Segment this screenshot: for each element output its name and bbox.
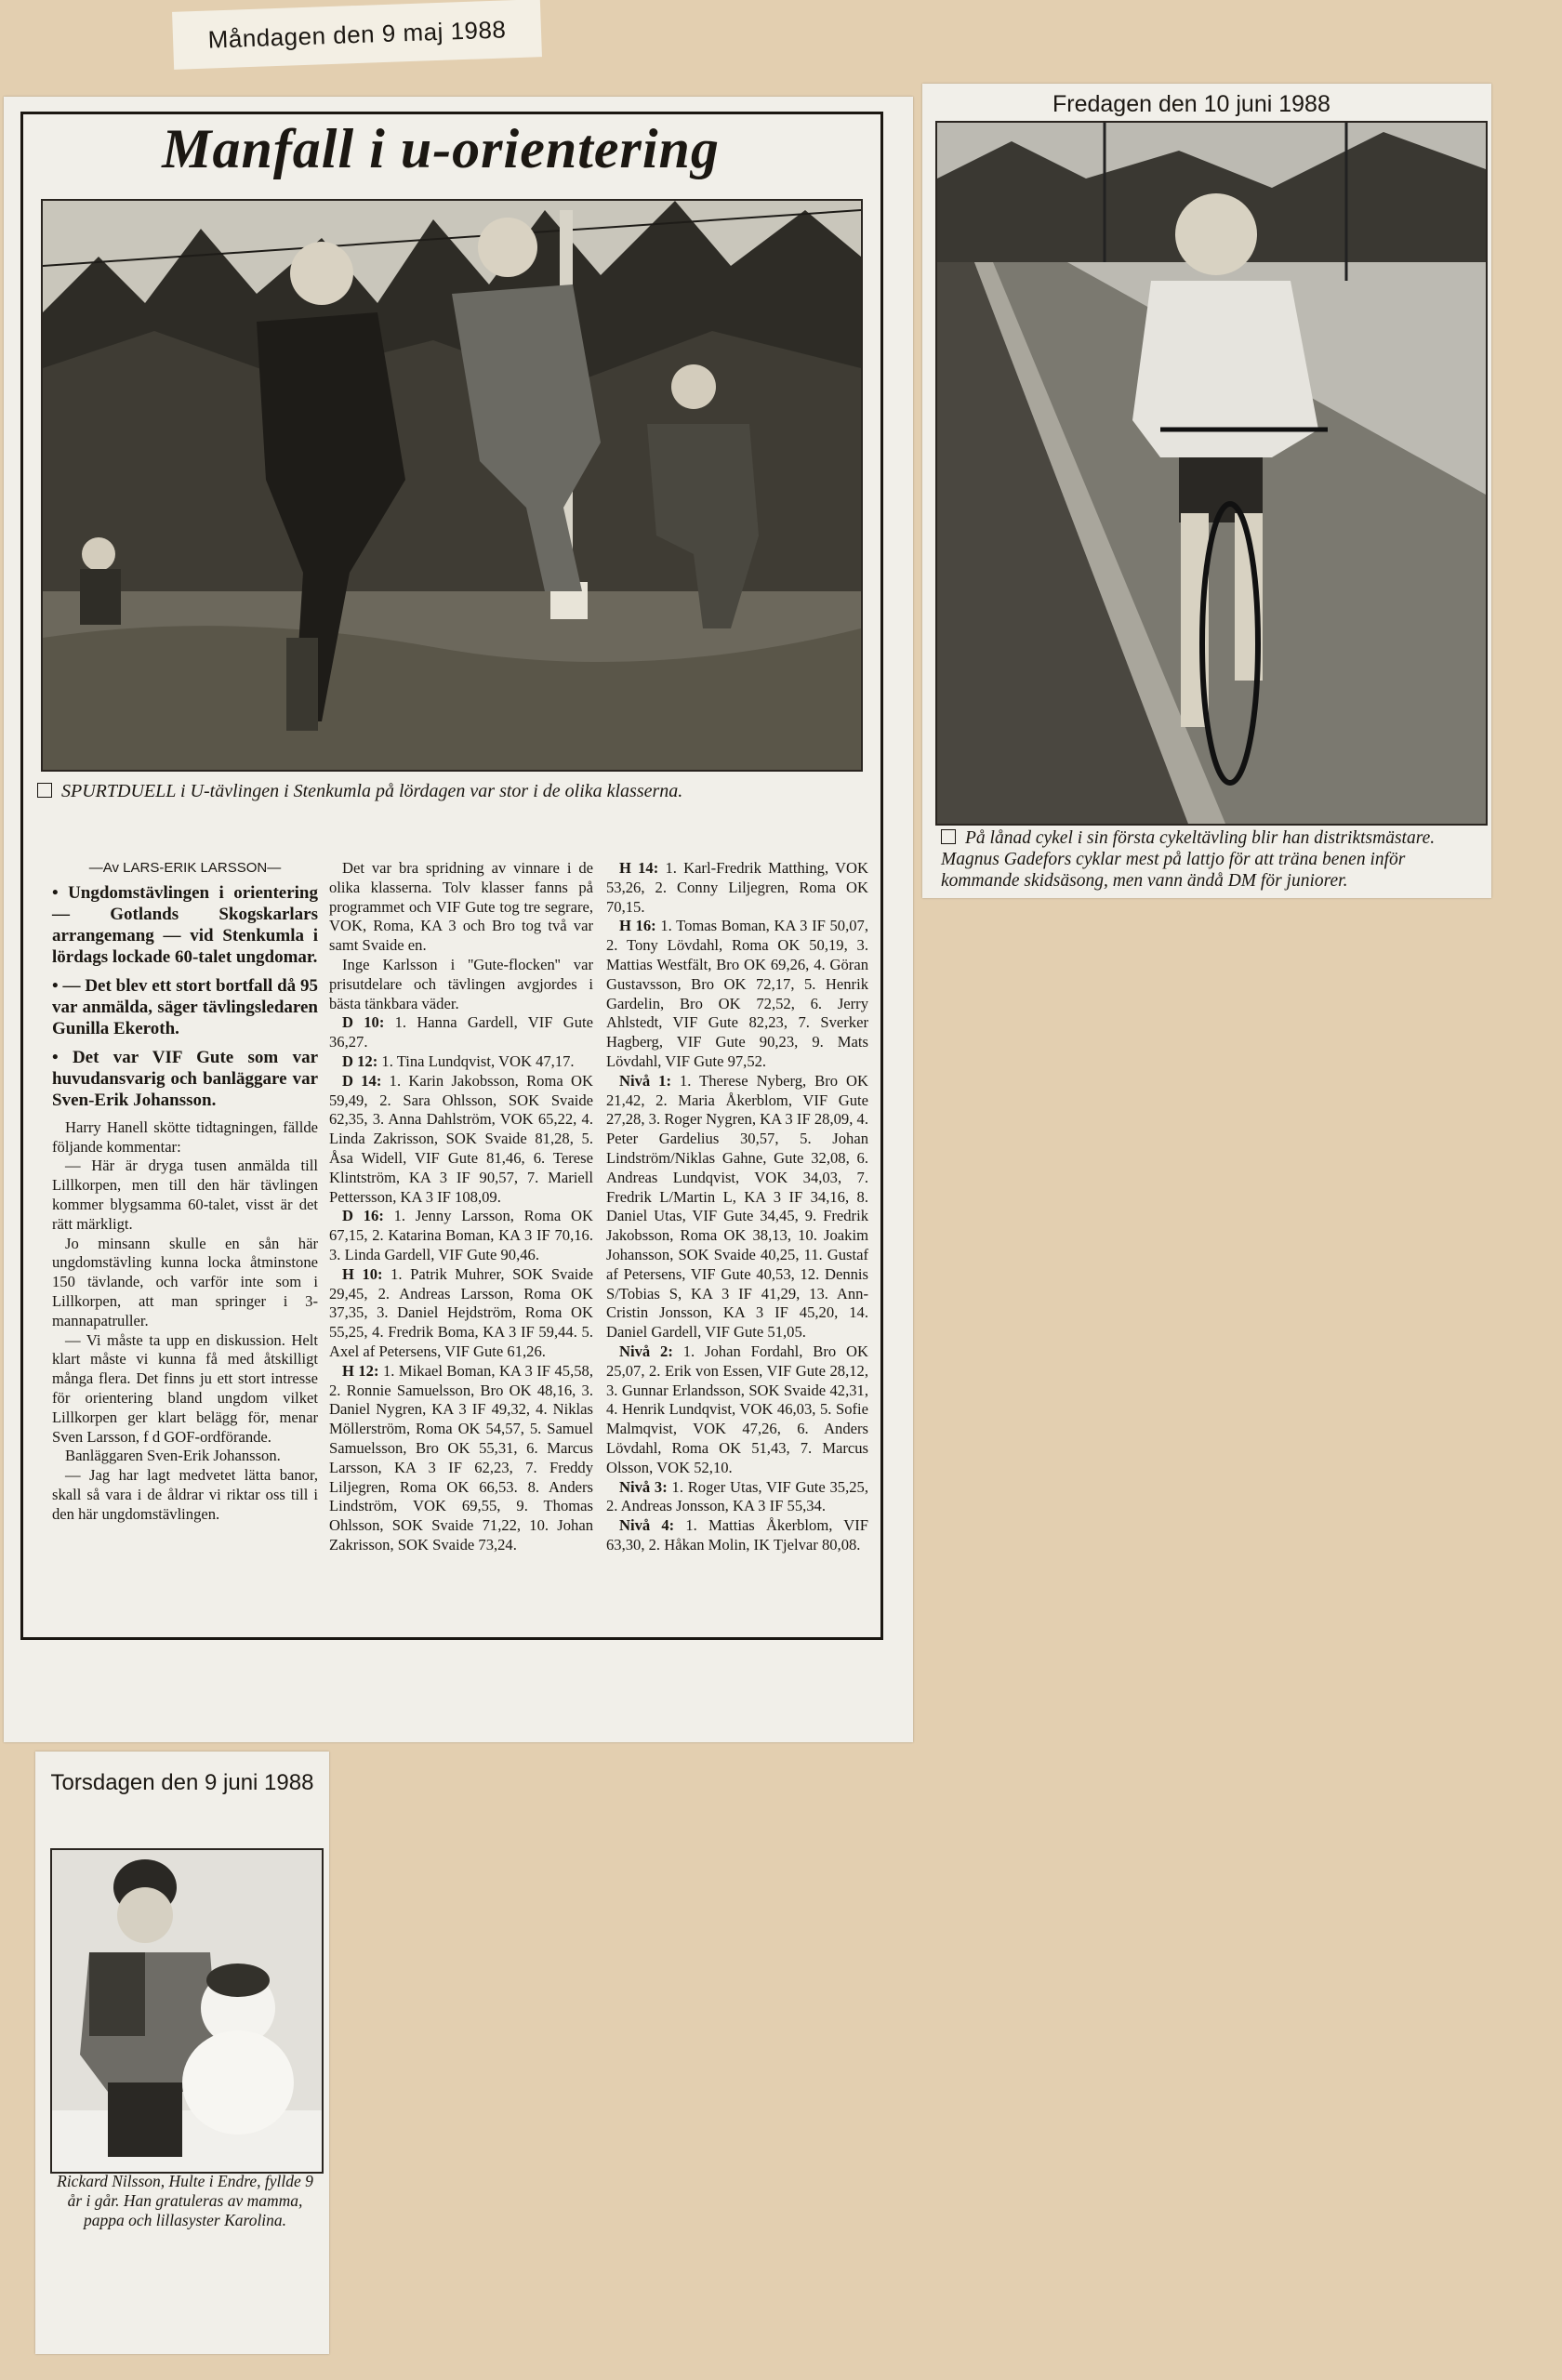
result-niva3 (606, 1478, 868, 1517)
lead-paragraph-3: • Det var VIF Gute som var huvudansvarig och banläggare var Sven-Erik Johansson. (52, 1047, 318, 1110)
result-niva1 (606, 1072, 868, 1342)
result-class: H 14: (619, 859, 659, 877)
photo-caption-text: SPURTDUELL i U-tävlingen i Stenkumla på lördagen var stor i de olika klasserna. (61, 781, 683, 801)
body-paragraph: — Jag har lagt medvetet lätta banor, skall så vara i de åldrar vi riktar oss till i den här ungdomstävlingen. (52, 1466, 318, 1523)
lead-paragraph-2: • — Det blev ett stort bortfall då 95 var anmälda, säger tävlingsledaren Gunilla Ekeroth. (52, 975, 318, 1038)
result-h10 (329, 1265, 593, 1362)
result-text: 1. Mattias Åkerblom, VIF 63,30, 2. Håkan Molin, IK Tjelvar 80,08. (606, 1516, 868, 1554)
result-h16 (606, 917, 868, 1071)
body-paragraph: Banläggaren Sven-Erik Johansson. (65, 1447, 281, 1465)
result-class: Nivå 3: (619, 1477, 668, 1496)
body-paragraph: Jo minsann skulle en sån här ungdomstävling kunna locka åtminstone 150 tävlande, och varför inte som i Lillkorpen, att man springer i 3-mannapatruller. (52, 1234, 318, 1329)
date-label-right: Fredagen den 10 juni 1988 (1052, 91, 1330, 117)
birthday-photo-image (52, 1850, 322, 2172)
byline: —Av LARS-ERIK LARSSON— (88, 860, 282, 876)
body-paragraph: — Vi måste ta upp en diskussion. Helt klart måste vi kunna få med åtskilligt många flera. Det finns ju ett stort intresse för orientering bland ungdom vilket Lillkorpen ger klart belägg för, menar Sven Larsson, f d GOF-ordförande. (52, 1330, 318, 1446)
birthday-clipping (35, 1752, 329, 2354)
article-column-3 (606, 859, 868, 1555)
result-class: Nivå 2: (619, 1342, 673, 1360)
result-d16 (329, 1207, 593, 1264)
result-class: H 12: (342, 1361, 379, 1380)
article-column-1 (52, 859, 318, 1525)
result-h12 (329, 1362, 593, 1555)
article-column-2 (329, 859, 593, 1555)
main-article-clipping (4, 97, 913, 1742)
birthday-caption: Rickard Nilsson, Hulte i Endre, fyllde 9 år i går. Han gratuleras av mamma, pappa och lillasyster Karolina. (57, 2172, 313, 2229)
result-text: 1. Johan Fordahl, Bro OK 25,07, 2. Erik von Essen, VIF Gute 28,12, 3. Gunnar Erlandsson, SOK Svaide 42,31, 4. Henrik Lundqvist, VOK 46,03, 5. Sofie Malmqvist, VOK 47,26, 6. Anders Lövdahl, Roma OK 51,43, 7. Marcus Olsson, VOK 52,10. (606, 1342, 868, 1476)
date-label-top: Måndagen den 9 maj 1988 (172, 0, 542, 70)
body-paragraph: Det var bra spridning av vinnare i de olika klasserna. Tolv klasser fanns på programmet och VIF Gute tog tre segrare, VOK, Roma, KA 3 och Bro tog två var samt Svaide en. (329, 859, 593, 955)
result-text: 1. Jenny Larsson, Roma OK 67,15, 2. Katarina Boman, KA 3 IF 70,16. 3. Linda Gardell, VIF Gute 90,46. (329, 1207, 593, 1263)
orienteering-photo (41, 199, 863, 772)
result-niva4 (606, 1516, 868, 1555)
result-text: 1. Roger Utas, VIF Gute 35,25, 2. Andreas Jonsson, KA 3 IF 55,34. (606, 1477, 868, 1515)
caption-box-icon (941, 829, 956, 844)
result-text: 1. Therese Nyberg, Bro OK 21,42, 2. Maria Åkerblom, VIF Gute 27,28, 3. Roger Nygren, KA 3 IF 28,09, 4. Peter Gardelius 30,57, 5. Johan Lindström/Niklas Gahne, Gute 32,08, 6. Andreas Lundqvist, VOK 34,03, 7. Fredrik L/Martin L, KA 3 IF 34,16, 8. Daniel Utas, VIF Gute 34,45, 9. Fredrik Jakobsson, Roma OK 38,13, 10. Joakim Johansson, SOK Svaide 40,25, 11. Gustaf af Petersens, VIF Gute 40,53, 12. Dennis S/Tobias S, KA 3 IF 41,29, 13. Ann-Cristin Jonsson, KA 3 IF 45,20, 14. Daniel Gardell, VIF Gute 51,05. (606, 1071, 868, 1342)
photo-caption (37, 781, 874, 802)
cyclist-caption-text: På lånad cykel i sin första cykeltävling blir han distriktsmästare. Magnus Gadefors cyklar mest på lattjo för att träna benen inför kommande skidsäsong, men vann ändå DM för juniorer. (941, 828, 1436, 891)
caption-box-icon (37, 783, 52, 798)
cyclist-photo (935, 121, 1488, 826)
headline: Manfall i u-orientering (162, 118, 720, 179)
result-class: D 14: (342, 1071, 382, 1090)
body-paragraph: Inge Karlsson i ''Gute-flocken'' var prisutdelare och tävlingen avgjordes i bästa tänkbara väder. (329, 955, 593, 1012)
result-text: 1. Tina Lundqvist, VOK 47,17. (381, 1051, 575, 1070)
cyclist-photo-image (937, 123, 1486, 824)
result-text: 1. Hanna Gardell, VIF Gute 36,27. (329, 1013, 593, 1051)
birthday-photo (50, 1848, 324, 2174)
orienteering-photo-image (43, 201, 861, 770)
result-text: 1. Karl-Fredrik Matthing, VOK 53,26, 2. Conny Liljegren, Roma OK 70,15. (606, 859, 868, 916)
result-class: Nivå 4: (619, 1516, 675, 1535)
result-class: D 16: (342, 1207, 384, 1225)
result-h14 (606, 859, 868, 917)
result-d12 (329, 1052, 593, 1072)
result-class: Nivå 1: (619, 1071, 671, 1090)
result-d14 (329, 1072, 593, 1208)
result-niva2 (606, 1342, 868, 1478)
cyclist-clipping (922, 84, 1491, 898)
lead-paragraph-1: • Ungdomstävlingen i orientering — Gotlands Skogskarlars arrangemang — vid Stenkumla i lördags lockade 60-talet ungdomar. (52, 882, 318, 967)
date-label-bottom: Torsdagen den 9 juni 1988 (50, 1770, 314, 1795)
body-paragraph: Harry Hanell skötte tidtagningen, fällde följande kommentar: (52, 1117, 318, 1156)
result-text: 1. Patrik Muhrer, SOK Svaide 29,45, 2. Andreas Larsson, Roma OK 37,35, 3. Daniel Hejdström, Roma OK 55,25, 4. Fredrik Boma, KA 3 IF 59,44. 5. Axel af Petersens, VIF Gute 61,26. (329, 1264, 593, 1360)
result-text: 1. Tomas Boman, KA 3 IF 50,07, 2. Tony Lövdahl, Roma OK 50,19, 3. Mattias Westfält, Bro OK 69,26, 4. Göran Gustavsson, Bro OK 72,17, 5. Henrik Gardelin, Bro OK 72,52, 6. Jerry Ahlstedt, VIF Gute 82,23, 7. Sverker Hagberg, VIF Gute 90,23, 9. Mats Lövdahl, VIF Gute 97,52. (606, 917, 868, 1070)
result-class: H 16: (619, 917, 656, 935)
result-text: 1. Mikael Boman, KA 3 IF 45,58, 2. Ronnie Samuelsson, Bro OK 48,16, 3. Daniel Nygren, KA 3 IF 49,32, 4. Niklas Möllerström, Roma OK 54,57, 5. Samuel Samuelsson, Bro OK 55,31, 6. Marcus Larsson, KA 3 IF 62,23, 7. Freddy Liljegren, Roma OK 66,53. 8. Anders Lindström, VOK 69,55, 9. Thomas Ohlsson, SOK Svaide 71,22, 10. Johan Zakrisson, SOK Svaide 73,24. (329, 1361, 593, 1554)
result-class: D 10: (342, 1013, 385, 1032)
result-d10 (329, 1013, 593, 1052)
result-text: 1. Karin Jakobsson, Roma OK 59,49, 2. Sara Ohlsson, SOK Svaide 62,35, 3. Anna Dahlström, VOK 65,22, 4. Linda Zakrisson, SOK Svaide 81,28, 5. Åsa Widell, VIF Gute 81,46, 6. Terese Klintström, KA 3 IF 90,57, 7. Mariell Pettersson, KA 3 IF 108,09. (329, 1071, 593, 1206)
result-class: D 12: (342, 1051, 378, 1070)
result-class: H 10: (342, 1264, 383, 1283)
cyclist-caption (941, 827, 1484, 892)
body-paragraph: — Här är dryga tusen anmälda till Lillkorpen, men till den här tävlingen kommer blygsamma 60-talet, visst är det rätt märkligt. (52, 1157, 318, 1233)
